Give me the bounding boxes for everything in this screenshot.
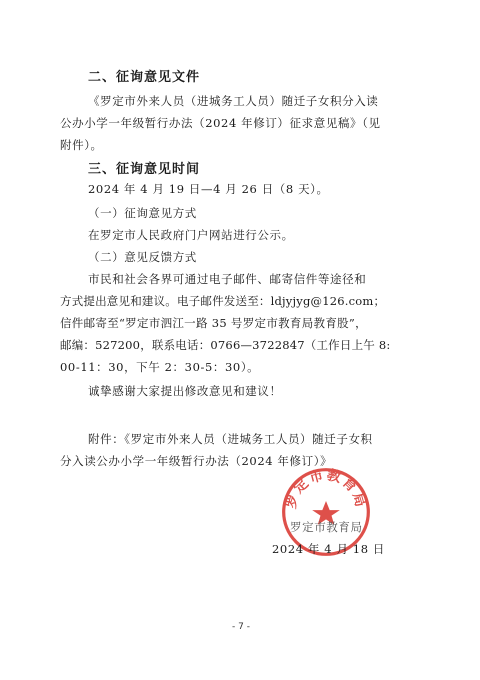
feedback-line-4: 邮编：527200，联系电话：0766—3722847（工作日上午 8: xyxy=(60,338,391,352)
feedback-line-3: 信件邮寄至“罗定市泗江一路 35 号罗定市教育局教育股”， xyxy=(60,316,367,330)
time-period: 2024 年 4 月 19 日—4 月 26 日（8 天）。 xyxy=(88,182,329,196)
subsection-1-text: 在罗定市人民政府门户网站进行公示。 xyxy=(88,228,294,242)
attachment-line-1: 附件：《罗定市外来人员（进城务工人员）随迁子女积 xyxy=(88,432,373,446)
section-2-line-3: 附件）。 xyxy=(60,138,103,152)
svg-text:罗定市教育局: 罗定市教育局 xyxy=(283,467,369,511)
signature-date: 2024 年 4 月 18 日 xyxy=(272,542,385,556)
feedback-line-2: 方式提出意见和建议。电子邮件发送至：ldjyjyg@126.com； xyxy=(60,294,386,308)
section-2-line-2: 公办小学一年级暂行办法（2024 年修订）征求意见稿》（见 xyxy=(60,116,381,130)
section-2-heading: 二、征询意见文件 xyxy=(88,70,201,85)
signature-org: 罗定市教育局 xyxy=(290,520,363,534)
feedback-line-5: 00-11：30，下午 2：30-5：30）。 xyxy=(60,360,260,374)
attachment-line-2: 分入读公办小学一年级暂行办法（2024 年修订）》 xyxy=(60,454,333,468)
feedback-line-1: 市民和社会各界可通过电子邮件、邮寄信件等途径和 xyxy=(88,272,367,286)
section-2-line-1: 《罗定市外来人员（进城务工人员）随迁子女积分入读 xyxy=(88,94,379,108)
page-number: - 7 - xyxy=(232,622,250,632)
section-3-heading: 三、征询意见时间 xyxy=(88,162,201,177)
subsection-1-title: （一）征询意见方式 xyxy=(88,206,197,220)
subsection-2-title: （二）意见反馈方式 xyxy=(88,250,197,264)
closing-thanks: 诚挚感谢大家提出修改意见和建议！ xyxy=(88,384,282,398)
